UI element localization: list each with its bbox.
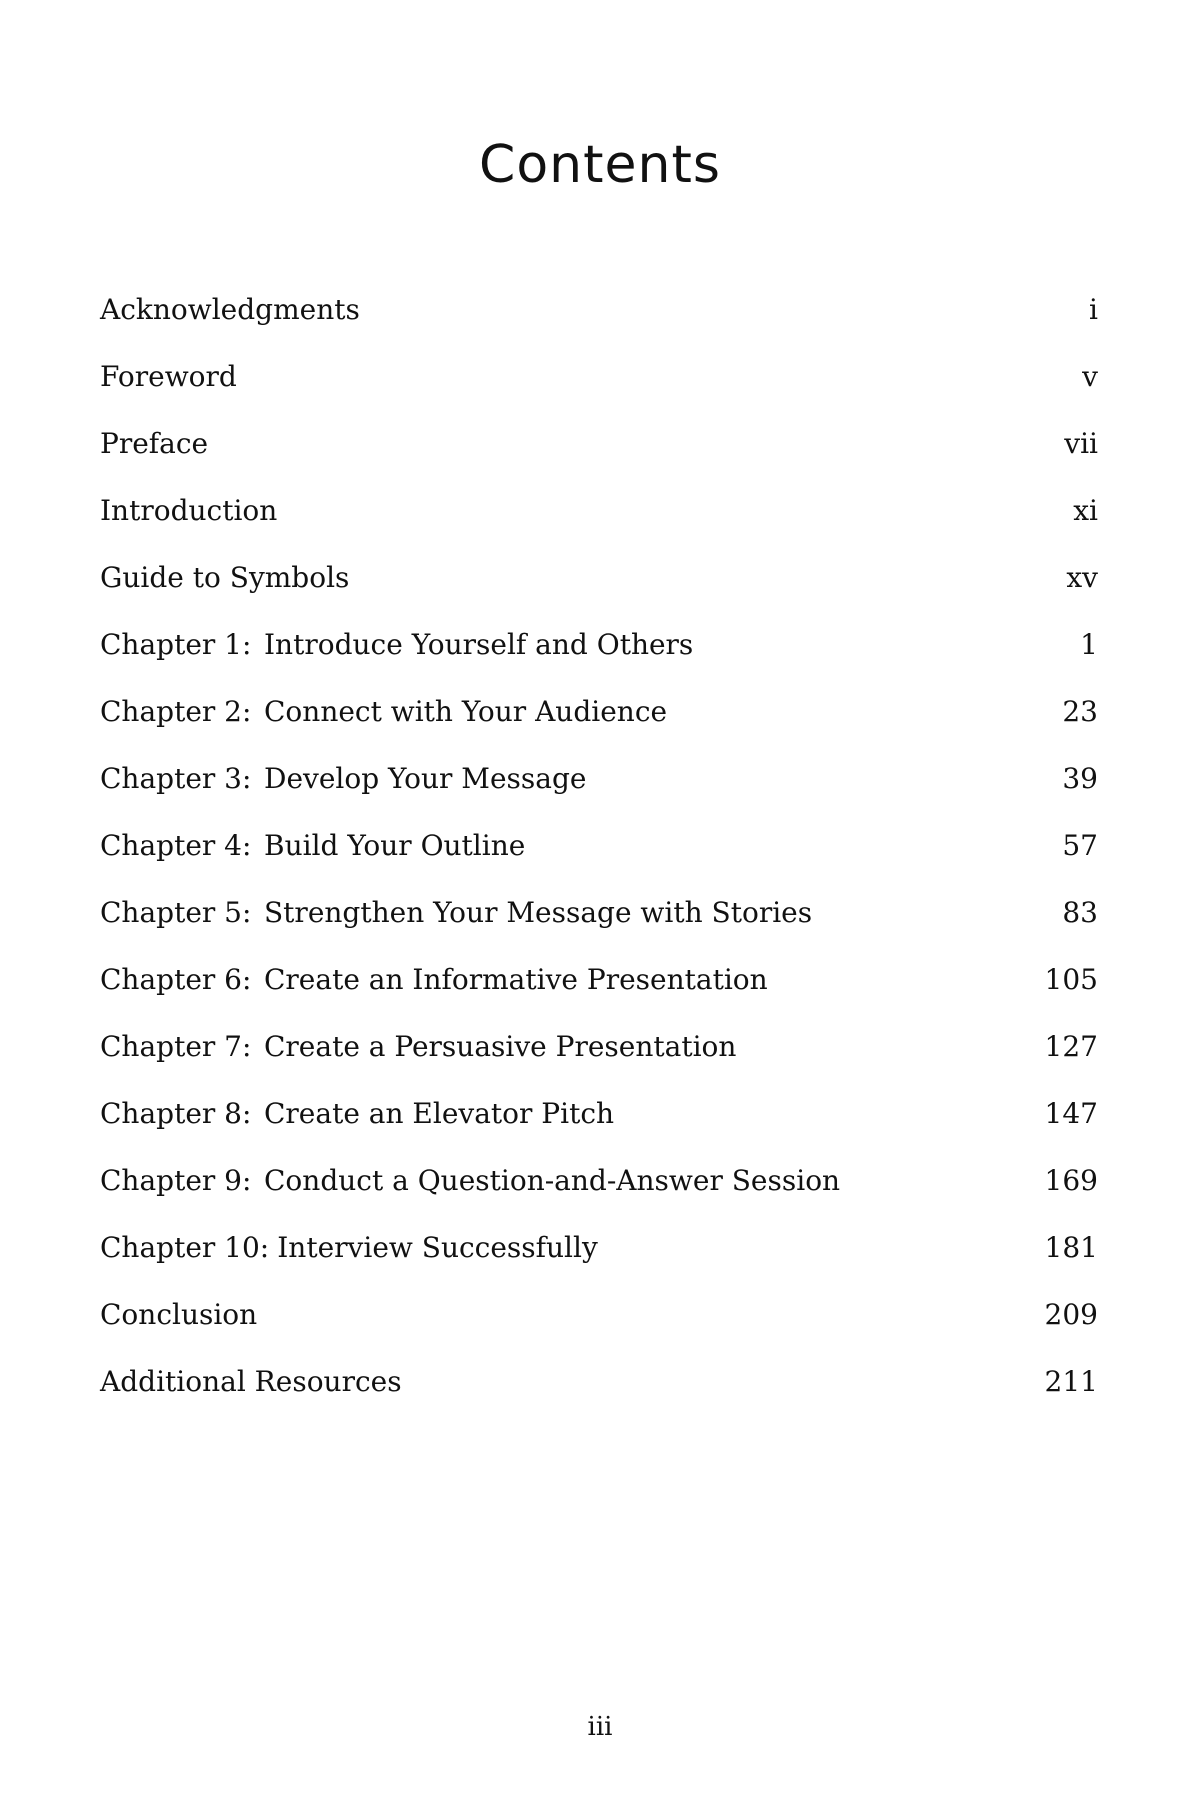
toc-entry-chapter-4[interactable]: [100, 826, 1098, 893]
entry-title: Conclusion: [100, 1298, 258, 1331]
entry-page-number: 57: [1062, 829, 1098, 862]
entry-page-number: vii: [1064, 427, 1098, 460]
chapter-label: Chapter 2:: [100, 695, 252, 728]
entry-title: Introduction: [100, 494, 278, 527]
entry-page-number: 127: [1044, 1030, 1098, 1063]
entry-left: [100, 558, 349, 598]
entry-page-number: 169: [1044, 1164, 1098, 1197]
toc-entry-chapter-3[interactable]: [100, 759, 1098, 826]
chapter-label: Chapter 1:: [100, 628, 252, 661]
toc-entry-chapter-9[interactable]: [100, 1161, 1098, 1228]
entry-title: Develop Your Message: [264, 762, 587, 795]
chapter-label: Chapter 5:: [100, 896, 252, 929]
entry-left: [100, 1295, 257, 1335]
chapter-label: Chapter 9:: [100, 1164, 252, 1197]
entry-left: [100, 1161, 840, 1201]
entry-title: Interview Successfully: [277, 1231, 598, 1264]
entry-title: Foreword: [100, 360, 237, 393]
entry-page-number: 1: [1080, 628, 1098, 661]
toc-entry-chapter-1[interactable]: [100, 625, 1098, 692]
entry-left: [100, 290, 360, 330]
entry-left: [100, 1094, 614, 1134]
entry-left: [100, 692, 667, 732]
chapter-label: Chapter 3:: [100, 762, 252, 795]
entry-title: Introduce Yourself and Others: [264, 628, 694, 661]
toc-entry-chapter-6[interactable]: [100, 960, 1098, 1027]
entry-left: [100, 759, 586, 799]
entry-title: Acknowledgments: [100, 293, 360, 326]
entry-left: [100, 1362, 402, 1402]
entry-title: Guide to Symbols: [100, 561, 350, 594]
entry-title: Additional Resources: [100, 1365, 402, 1398]
page-title: Contents: [479, 135, 721, 195]
toc-entry-acknowledgments[interactable]: [100, 290, 1098, 357]
entry-left: [100, 491, 277, 531]
entry-page-number: v: [1082, 360, 1098, 393]
entry-page-number: xv: [1066, 561, 1098, 594]
entry-left: [100, 625, 693, 665]
entry-page-number: xi: [1073, 494, 1098, 527]
chapter-label: Chapter 7:: [100, 1030, 252, 1063]
toc-entry-additional-resources[interactable]: [100, 1362, 1098, 1429]
entry-left: [100, 893, 812, 933]
entry-page-number: 181: [1044, 1231, 1098, 1264]
entry-title: Conduct a Question-and-Answer Session: [264, 1164, 841, 1197]
entry-title: Connect with Your Audience: [264, 695, 668, 728]
entry-page-number: 39: [1062, 762, 1098, 795]
entry-page-number: 105: [1044, 963, 1098, 996]
chapter-label: Chapter 6:: [100, 963, 252, 996]
table-of-contents: [100, 290, 1098, 1429]
entry-title: Strengthen Your Message with Stories: [264, 896, 813, 929]
entry-title: Create an Informative Presentation: [264, 963, 768, 996]
entry-title: Preface: [100, 427, 209, 460]
entry-left: [100, 357, 237, 397]
entry-page-number: i: [1089, 293, 1098, 326]
page-folio: iii: [587, 1712, 613, 1742]
entry-page-number: 209: [1044, 1298, 1098, 1331]
entry-page-number: 83: [1062, 896, 1098, 929]
entry-title: Build Your Outline: [264, 829, 526, 862]
entry-left: [100, 1228, 598, 1268]
entry-page-number: 147: [1044, 1097, 1098, 1130]
entry-left: [100, 826, 525, 866]
toc-entry-introduction[interactable]: [100, 491, 1098, 558]
chapter-label: Chapter 10:: [100, 1231, 270, 1264]
toc-entry-foreword[interactable]: [100, 357, 1098, 424]
toc-entry-chapter-8[interactable]: [100, 1094, 1098, 1161]
chapter-label: Chapter 8:: [100, 1097, 252, 1130]
toc-entry-chapter-5[interactable]: [100, 893, 1098, 960]
entry-left: [100, 960, 768, 1000]
entry-left: [100, 1027, 736, 1067]
toc-entry-conclusion[interactable]: [100, 1295, 1098, 1362]
entry-page-number: 23: [1062, 695, 1098, 728]
chapter-label: Chapter 4:: [100, 829, 252, 862]
entry-left: [100, 424, 208, 464]
entry-title: Create a Persuasive Presentation: [264, 1030, 737, 1063]
entry-page-number: 211: [1044, 1365, 1098, 1398]
toc-entry-guide-to-symbols[interactable]: [100, 558, 1098, 625]
entry-title: Create an Elevator Pitch: [264, 1097, 615, 1130]
toc-entry-chapter-2[interactable]: [100, 692, 1098, 759]
toc-entry-preface[interactable]: [100, 424, 1098, 491]
toc-entry-chapter-7[interactable]: [100, 1027, 1098, 1094]
toc-entry-chapter-10[interactable]: [100, 1228, 1098, 1295]
